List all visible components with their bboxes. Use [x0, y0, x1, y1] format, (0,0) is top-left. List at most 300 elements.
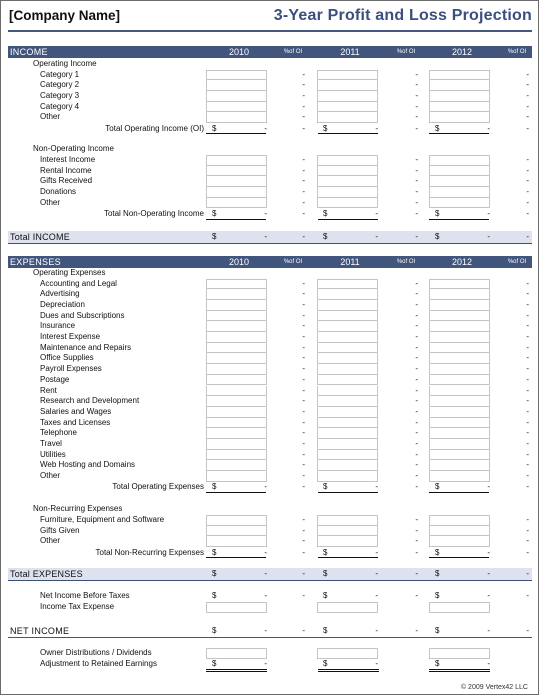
- input-cell-2012[interactable]: [429, 155, 490, 166]
- input-cell-2012[interactable]: [429, 300, 490, 311]
- input-cell-2010[interactable]: [206, 187, 267, 198]
- total-value-2012: -: [487, 547, 490, 557]
- pct-oi-value: -: [526, 209, 529, 218]
- input-cell-2012[interactable]: [429, 471, 490, 482]
- pct-oi-value: -: [302, 187, 305, 197]
- line-item-label: Maintenance and Repairs: [40, 342, 132, 352]
- line-item-row: [8, 332, 532, 343]
- line-item-row: [8, 321, 532, 332]
- input-cell-2010[interactable]: [206, 321, 267, 332]
- line-item-label: Accounting and Legal: [40, 278, 117, 288]
- pct-oi-value: -: [415, 569, 418, 578]
- input-cell-2012[interactable]: [429, 536, 490, 547]
- line-item-row: [8, 289, 532, 300]
- pct-oi-value: -: [302, 406, 305, 416]
- pct-oi-value: -: [302, 332, 305, 341]
- currency-symbol: $: [323, 209, 328, 218]
- input-cell-2011[interactable]: [317, 526, 378, 537]
- pct-oi-value: -: [415, 536, 418, 546]
- pct-oi-value: -: [302, 471, 305, 481]
- line-item-row: [8, 407, 532, 418]
- input-cell-2011[interactable]: [317, 70, 378, 81]
- input-cell-2011[interactable]: [317, 396, 378, 407]
- subheading: Non-Operating Income: [33, 144, 114, 153]
- input-cell-2010[interactable]: [206, 102, 267, 113]
- line-item-row: [8, 364, 532, 375]
- pct-oi-value: -: [526, 187, 529, 197]
- pct-oi-value: -: [415, 515, 418, 524]
- input-cell-2010[interactable]: [206, 418, 267, 429]
- tax-input-cell-2010[interactable]: [206, 602, 267, 613]
- line-item-row: [8, 279, 532, 290]
- line-item-row: [8, 91, 532, 102]
- pct-oi-value: -: [526, 591, 529, 600]
- pct-oi-value: -: [415, 471, 418, 481]
- pct-oi-value: -: [302, 342, 305, 352]
- line-item-label: Telephone: [40, 428, 77, 438]
- distributions-row: [8, 648, 532, 659]
- input-cell-2010[interactable]: [206, 300, 267, 311]
- input-cell-2010[interactable]: [206, 386, 267, 397]
- total-double-underline: [206, 669, 267, 672]
- pct-oi-value: -: [526, 197, 529, 207]
- line-item-label: Payroll Expenses: [40, 364, 102, 374]
- total-value-2012: -: [487, 123, 490, 133]
- line-item-row: [8, 176, 532, 187]
- line-item-label: Other: [40, 197, 61, 207]
- line-item-label: Gifts Received: [40, 176, 93, 186]
- input-cell-2010[interactable]: [206, 155, 267, 166]
- pct-oi-value: -: [526, 289, 529, 299]
- line-item-label: Salaries and Wages: [40, 406, 112, 416]
- total-value-2010: -: [264, 591, 267, 600]
- pct-oi-value: -: [415, 385, 418, 395]
- subtotal-label: Total Non-Recurring Expenses: [95, 547, 204, 557]
- input-cell-2010[interactable]: [206, 289, 267, 300]
- pct-oi-value: -: [302, 591, 305, 600]
- input-cell-2012[interactable]: [429, 353, 490, 364]
- pct-oi-value: -: [526, 396, 529, 406]
- pct-oi-value: -: [526, 569, 529, 578]
- line-item-label: Interest Expense: [40, 332, 101, 341]
- currency-symbol: $: [435, 591, 440, 600]
- input-cell-2012[interactable]: [429, 439, 490, 450]
- input-cell-2010[interactable]: [206, 176, 267, 187]
- line-item-row: [8, 155, 532, 166]
- pct-oi-value: -: [526, 80, 529, 90]
- input-cell-2012[interactable]: [429, 279, 490, 290]
- pct-oi-value: -: [415, 439, 418, 448]
- line-item-row: [8, 536, 532, 547]
- input-cell-2010[interactable]: [206, 471, 267, 482]
- subheading-row: [8, 59, 532, 70]
- currency-symbol: $: [323, 547, 328, 557]
- year-header-2011: 2011: [340, 257, 360, 267]
- input-cell-2012[interactable]: [429, 375, 490, 386]
- total-value-2011: -: [375, 591, 378, 600]
- input-cell-2012[interactable]: [429, 311, 490, 322]
- pct-oi-value: -: [526, 232, 529, 241]
- pct-oi-value: -: [415, 547, 418, 557]
- line-item-row: [8, 311, 532, 322]
- pct-oi-value: -: [302, 536, 305, 546]
- total-value-2011: -: [375, 547, 378, 557]
- pct-oi-value: -: [302, 310, 305, 320]
- currency-symbol: $: [212, 482, 217, 492]
- line-item-label: Gifts Given: [40, 525, 80, 535]
- pct-oi-value: -: [526, 374, 529, 384]
- input-cell-2011[interactable]: [317, 102, 378, 113]
- input-cell-2010[interactable]: [206, 279, 267, 290]
- currency-symbol: $: [323, 659, 328, 668]
- pct-oi-value: -: [302, 299, 305, 309]
- pct-oi-header: %of OI: [283, 49, 303, 55]
- input-cell-2012[interactable]: [429, 450, 490, 461]
- input-cell-2012[interactable]: [429, 176, 490, 187]
- total-underline: [206, 133, 266, 134]
- currency-symbol: $: [212, 209, 217, 218]
- pct-oi-value: -: [526, 471, 529, 481]
- line-item-label: Office Supplies: [40, 353, 94, 363]
- input-cell-2011[interactable]: [317, 300, 378, 311]
- input-cell-2011[interactable]: [317, 80, 378, 91]
- currency-symbol: $: [212, 569, 217, 578]
- input-cell-2012[interactable]: [429, 428, 490, 439]
- input-cell-2010[interactable]: [206, 91, 267, 102]
- pct-oi-value: -: [526, 321, 529, 331]
- pct-oi-value: -: [415, 428, 418, 438]
- header: [8, 5, 532, 29]
- pct-oi-value: -: [415, 187, 418, 197]
- pct-oi-value: -: [526, 165, 529, 175]
- distribution-input-cell-2012[interactable]: [429, 648, 490, 659]
- input-cell-2011[interactable]: [317, 418, 378, 429]
- input-cell-2010[interactable]: [206, 407, 267, 418]
- currency-symbol: $: [435, 232, 440, 241]
- company-name[interactable]: [Company Name]: [9, 8, 121, 23]
- input-cell-2012[interactable]: [429, 289, 490, 300]
- subtotal-label: Total Operating Income (OI): [105, 123, 204, 133]
- pct-oi-value: -: [526, 101, 529, 111]
- total-value-2012: -: [487, 591, 490, 600]
- total-underline: [206, 219, 266, 220]
- pct-oi-value: -: [526, 310, 529, 320]
- input-cell-2011[interactable]: [317, 112, 378, 123]
- pct-oi-value: -: [415, 90, 418, 100]
- pct-oi-value: -: [526, 460, 529, 470]
- pct-oi-value: -: [415, 417, 418, 427]
- pct-oi-value: -: [302, 449, 305, 459]
- line-item-label: Interest Income: [40, 155, 96, 164]
- subheading-row: [8, 504, 532, 515]
- line-item-row: [8, 396, 532, 407]
- line-item-label: Advertising: [40, 289, 80, 299]
- input-cell-2011[interactable]: [317, 450, 378, 461]
- input-cell-2011[interactable]: [317, 515, 378, 526]
- line-item-label: Category 2: [40, 80, 80, 90]
- tax-input-cell-2011[interactable]: [317, 602, 378, 613]
- input-cell-2012[interactable]: [429, 321, 490, 332]
- pct-oi-value: -: [415, 123, 418, 133]
- line-item-label: Category 3: [40, 90, 80, 100]
- pct-oi-value: -: [415, 209, 418, 218]
- input-cell-2011[interactable]: [317, 176, 378, 187]
- currency-symbol: $: [212, 123, 217, 133]
- net-before-taxes-row: [8, 591, 532, 602]
- line-item-label: Furniture, Equipment and Software: [40, 515, 165, 524]
- total-value-2011: -: [375, 232, 378, 241]
- input-cell-2011[interactable]: [317, 166, 378, 177]
- input-cell-2010[interactable]: [206, 364, 267, 375]
- line-item-label: Travel: [40, 439, 62, 448]
- total-underline: [429, 219, 489, 220]
- input-cell-2010[interactable]: [206, 460, 267, 471]
- pct-oi-value: -: [302, 123, 305, 133]
- line-item-row: [8, 450, 532, 461]
- currency-symbol: $: [323, 123, 328, 133]
- pct-oi-value: -: [526, 112, 529, 122]
- line-item-label: Depreciation: [40, 299, 85, 309]
- distribution-input-cell-2011[interactable]: [317, 648, 378, 659]
- tax-input-cell-2012[interactable]: [429, 602, 490, 613]
- line-item-row: [8, 80, 532, 91]
- input-cell-2011[interactable]: [317, 279, 378, 290]
- input-cell-2011[interactable]: [317, 289, 378, 300]
- input-cell-2010[interactable]: [206, 428, 267, 439]
- input-cell-2012[interactable]: [429, 166, 490, 177]
- currency-symbol: $: [323, 482, 328, 492]
- input-cell-2012[interactable]: [429, 407, 490, 418]
- distribution-input-cell-2010[interactable]: [206, 648, 267, 659]
- pct-oi-value: -: [302, 569, 305, 578]
- pct-oi-value: -: [415, 374, 418, 384]
- subtotal-label: Total Non-Operating Income: [103, 209, 204, 218]
- pct-oi-value: -: [302, 209, 305, 218]
- input-cell-2012[interactable]: [429, 386, 490, 397]
- line-item-label: Web Hosting and Domains: [40, 460, 136, 470]
- input-cell-2010[interactable]: [206, 396, 267, 407]
- input-cell-2010[interactable]: [206, 526, 267, 537]
- input-cell-2011[interactable]: [317, 91, 378, 102]
- currency-symbol: $: [323, 232, 328, 241]
- input-cell-2011[interactable]: [317, 187, 378, 198]
- line-item-label: Adjustment to Retained Earnings: [40, 659, 157, 668]
- input-cell-2012[interactable]: [429, 198, 490, 209]
- input-cell-2012[interactable]: [429, 187, 490, 198]
- pct-oi-value: -: [415, 278, 418, 288]
- currency-symbol: $: [323, 591, 328, 600]
- input-cell-2012[interactable]: [429, 332, 490, 343]
- pct-oi-value: -: [302, 439, 305, 448]
- line-item-row: [8, 471, 532, 482]
- input-cell-2010[interactable]: [206, 515, 267, 526]
- currency-symbol: $: [435, 209, 440, 218]
- pct-oi-value: -: [526, 342, 529, 352]
- copyright: © 2009 Vertex42 LLC: [460, 684, 528, 691]
- pct-oi-value: -: [415, 396, 418, 406]
- pct-oi-value: -: [415, 80, 418, 90]
- pct-oi-value: -: [302, 515, 305, 524]
- pct-oi-value: -: [415, 69, 418, 79]
- input-cell-2012[interactable]: [429, 515, 490, 526]
- input-cell-2012[interactable]: [429, 364, 490, 375]
- line-item-row: [8, 300, 532, 311]
- expenses-band: [8, 256, 532, 268]
- input-cell-2011[interactable]: [317, 428, 378, 439]
- pct-oi-value: -: [526, 525, 529, 535]
- input-cell-2011[interactable]: [317, 536, 378, 547]
- input-cell-2012[interactable]: [429, 102, 490, 113]
- total-value-2011: -: [375, 482, 378, 492]
- pct-oi-value: -: [302, 278, 305, 288]
- header-rule: [8, 30, 532, 32]
- pct-oi-value: -: [302, 69, 305, 79]
- line-item-row: [8, 166, 532, 177]
- input-cell-2011[interactable]: [317, 364, 378, 375]
- input-cell-2010[interactable]: [206, 375, 267, 386]
- total-value-2012: -: [487, 482, 490, 492]
- pct-oi-value: -: [415, 299, 418, 309]
- input-cell-2010[interactable]: [206, 343, 267, 354]
- line-item-row: [8, 526, 532, 537]
- pct-oi-value: -: [526, 449, 529, 459]
- input-cell-2010[interactable]: [206, 198, 267, 209]
- line-item-row: [8, 112, 532, 123]
- input-cell-2012[interactable]: [429, 70, 490, 81]
- pct-oi-value: -: [302, 176, 305, 186]
- total-value-2012: -: [487, 569, 490, 578]
- pct-oi-value: -: [526, 90, 529, 100]
- pct-oi-value: -: [302, 353, 305, 363]
- input-cell-2011[interactable]: [317, 375, 378, 386]
- total-value-2010: -: [264, 209, 267, 218]
- pct-oi-value: -: [302, 155, 305, 164]
- input-cell-2011[interactable]: [317, 321, 378, 332]
- currency-symbol: $: [435, 659, 440, 668]
- pct-oi-value: -: [415, 176, 418, 186]
- expenses-band-label: EXPENSES: [10, 257, 61, 267]
- input-cell-2011[interactable]: [317, 155, 378, 166]
- pct-oi-value: -: [302, 321, 305, 331]
- line-item-label: Owner Distributions / Dividends: [40, 648, 152, 657]
- total-value-2012: -: [487, 626, 490, 635]
- income-band-label: INCOME: [10, 47, 48, 57]
- input-cell-2010[interactable]: [206, 166, 267, 177]
- total-double-underline: [318, 669, 379, 672]
- total-income-label: Total INCOME: [10, 232, 70, 242]
- total-underline: [318, 492, 378, 493]
- total-expenses-row: [8, 568, 532, 581]
- line-item-row: [8, 187, 532, 198]
- input-cell-2010[interactable]: [206, 332, 267, 343]
- pct-oi-value: -: [526, 353, 529, 363]
- currency-symbol: $: [212, 232, 217, 241]
- pct-oi-value: -: [526, 69, 529, 79]
- input-cell-2010[interactable]: [206, 439, 267, 450]
- input-cell-2012[interactable]: [429, 80, 490, 91]
- net-income-label: NET INCOME: [10, 626, 70, 636]
- total-value-2012: -: [487, 232, 490, 241]
- input-cell-2011[interactable]: [317, 198, 378, 209]
- input-cell-2012[interactable]: [429, 112, 490, 123]
- pct-oi-value: -: [415, 525, 418, 535]
- year-header-2010: 2010: [228, 257, 250, 267]
- input-cell-2012[interactable]: [429, 460, 490, 471]
- pct-oi-value: -: [302, 90, 305, 100]
- subtotal-row: [8, 548, 532, 559]
- input-cell-2011[interactable]: [317, 332, 378, 343]
- input-cell-2011[interactable]: [317, 343, 378, 354]
- currency-symbol: $: [435, 547, 440, 557]
- line-item-label: Postage: [40, 374, 70, 384]
- pct-oi-value: -: [526, 332, 529, 341]
- pct-oi-value: -: [302, 626, 305, 635]
- total-underline: [429, 492, 489, 493]
- total-value-2010: -: [264, 569, 267, 578]
- pct-oi-value: -: [415, 289, 418, 299]
- input-cell-2011[interactable]: [317, 460, 378, 471]
- subtotal-row: [8, 209, 532, 220]
- subheading-row: [8, 268, 532, 279]
- line-item-row: [8, 353, 532, 364]
- input-cell-2010[interactable]: [206, 353, 267, 364]
- total-underline: [206, 492, 266, 493]
- input-cell-2011[interactable]: [317, 311, 378, 322]
- total-value-2012: -: [487, 659, 490, 668]
- pct-oi-value: -: [302, 385, 305, 395]
- input-cell-2010[interactable]: [206, 70, 267, 81]
- line-item-label: Research and Development: [40, 396, 140, 406]
- input-cell-2012[interactable]: [429, 343, 490, 354]
- pct-oi-value: -: [302, 374, 305, 384]
- input-cell-2011[interactable]: [317, 353, 378, 364]
- pct-oi-header: %of OI: [396, 49, 416, 55]
- input-cell-2012[interactable]: [429, 418, 490, 429]
- subtotal-row: [8, 124, 532, 135]
- input-cell-2012[interactable]: [429, 91, 490, 102]
- currency-symbol: $: [435, 569, 440, 578]
- input-cell-2010[interactable]: [206, 450, 267, 461]
- pct-oi-value: -: [302, 547, 305, 557]
- input-cell-2011[interactable]: [317, 386, 378, 397]
- input-cell-2010[interactable]: [206, 80, 267, 91]
- input-cell-2012[interactable]: [429, 396, 490, 407]
- pct-oi-value: -: [302, 232, 305, 241]
- input-cell-2010[interactable]: [206, 311, 267, 322]
- pct-oi-value: -: [526, 123, 529, 133]
- line-item-row: [8, 102, 532, 113]
- total-double-underline: [429, 669, 490, 672]
- pct-oi-value: -: [526, 406, 529, 416]
- pct-oi-value: -: [302, 112, 305, 122]
- page-title: 3-Year Profit and Loss Projection: [273, 7, 532, 24]
- input-cell-2010[interactable]: [206, 536, 267, 547]
- pct-oi-value: -: [302, 396, 305, 406]
- income-tax-row: [8, 602, 532, 613]
- input-cell-2011[interactable]: [317, 407, 378, 418]
- input-cell-2012[interactable]: [429, 526, 490, 537]
- pct-oi-value: -: [302, 289, 305, 299]
- pct-oi-value: -: [302, 482, 305, 492]
- input-cell-2010[interactable]: [206, 112, 267, 123]
- currency-symbol: $: [212, 659, 217, 668]
- currency-symbol: $: [435, 626, 440, 635]
- total-expenses-label: Total EXPENSES: [10, 569, 83, 579]
- pct-oi-value: -: [526, 155, 529, 164]
- input-cell-2011[interactable]: [317, 439, 378, 450]
- line-item-label: Category 1: [40, 69, 80, 79]
- input-cell-2011[interactable]: [317, 471, 378, 482]
